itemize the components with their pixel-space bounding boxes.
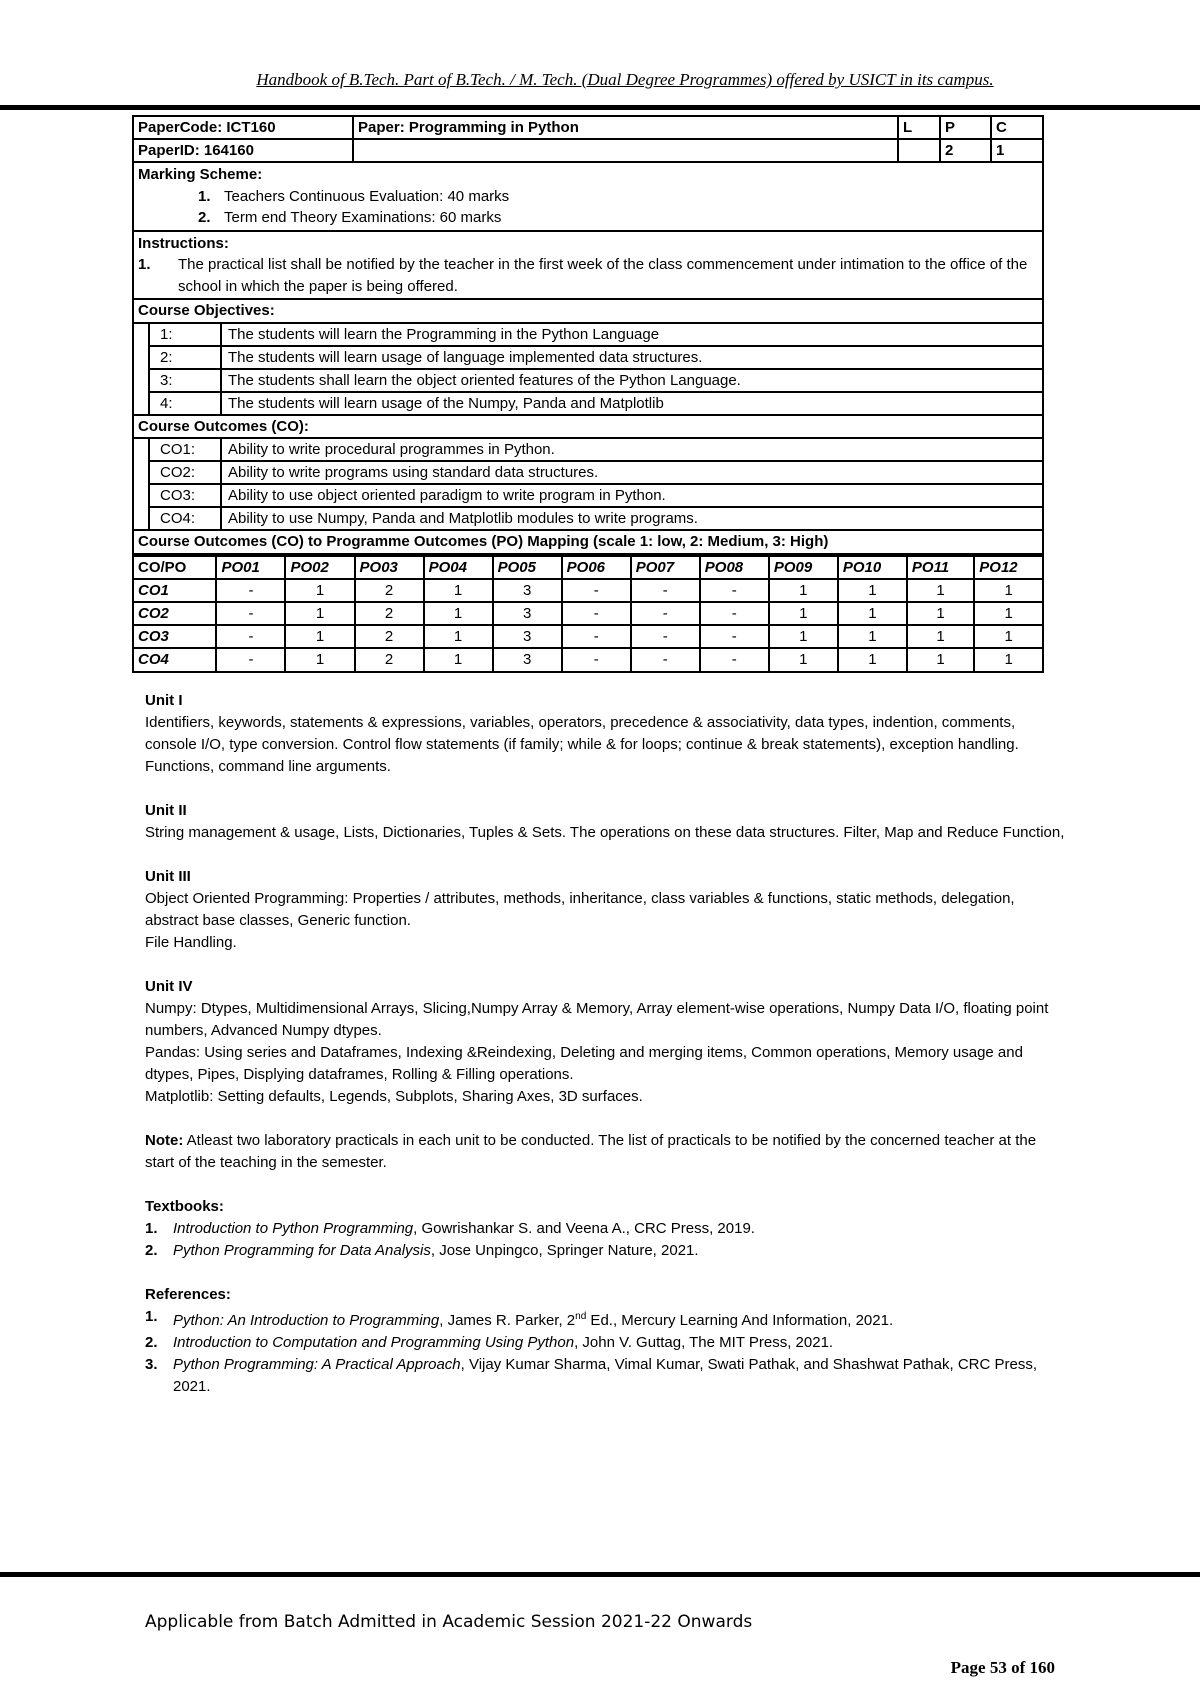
outcomes-title: Course Outcomes (CO):: [138, 417, 309, 435]
unit-2-text: String management & usage, Lists, Dictionaries, Tuples & Sets. The operations on these data structures. Filter, Map and Reduce Function,: [145, 824, 1065, 841]
instruction-item: 1. The practical list shall be notified by the teacher in the first week of the class commencement under intimation to the office of the school in which the paper is being offered.: [138, 256, 1028, 295]
val-c: 1: [996, 142, 1005, 159]
outcome-row: CO1: Ability to write procedural programmes in Python.: [150, 439, 1042, 462]
mapping-title-row: [134, 531, 1042, 555]
instructions-title: Instructions:: [138, 234, 229, 252]
objectives-table: [134, 324, 1042, 416]
outcome-row: CO4: Ability to use Numpy, Panda and Matplotlib modules to write programs.: [150, 508, 1042, 529]
objective-row: 1: The students will learn the Programming in the Python Language: [150, 324, 1042, 347]
po-row: CO4 - 1 2 1 3 - - - 1 1 1 1: [134, 648, 1042, 671]
unit-1-text: Identifiers, keywords, statements & expressions, variables, operators, precedence & associativity, data types, indention, comments, console I/O, type conversion. Control flow statements (if family; while & for loops; continue & break statements), exception handling. Functions, command line arguments.: [145, 714, 1019, 775]
val-l: [899, 140, 941, 161]
paper-id-row: [134, 140, 1042, 163]
unit-1-title: Unit I: [145, 692, 183, 709]
textbook-item: 1. Introduction to Python Programming, Gowrishankar S. and Veena A., CRC Press, 2019.: [145, 1220, 755, 1237]
paper-code-row: [134, 117, 1042, 140]
outcomes-title-row: [134, 416, 1042, 440]
paper-id: PaperID: 164160: [134, 140, 354, 161]
unit-3-title: Unit III: [145, 868, 191, 885]
textbook-item: 2. Python Programming for Data Analysis, Jose Unpingco, Springer Nature, 2021.: [145, 1242, 699, 1259]
textbooks-title: Textbooks:: [145, 1198, 224, 1215]
val-p: 2: [941, 140, 992, 161]
paper-name: Paper: Programming in Python: [354, 117, 899, 138]
po-header-row: CO/PO PO01 PO02 PO03 PO04 PO05 PO06 PO07 PO08 PO09 PO10 PO11 PO12: [134, 556, 1042, 579]
footer-rule: [0, 1572, 1200, 1577]
syllabus-body: [145, 690, 1065, 1398]
po-row: CO3 - 1 2 1 3 - - - 1 1 1 1: [134, 625, 1042, 648]
paper-info-box: [132, 115, 1044, 673]
applicable-note: Applicable from Batch Admitted in Academic Session 2021-22 Onwards: [145, 1612, 753, 1632]
marking-title: Marking Scheme:: [138, 166, 263, 183]
note: Note: Atleast two laboratory practicals in each unit to be conducted. The list of practicals to be notified by the concerned teacher at the start of the teaching in the semester.: [145, 1132, 1037, 1171]
unit-4-matplotlib: Matplotlib: Setting defaults, Legends, Subplots, Sharing Axes, 3D surfaces.: [145, 1088, 643, 1105]
outcome-row: CO3: Ability to use object oriented paradigm to write program in Python.: [150, 485, 1042, 508]
objective-row: 4: The students will learn usage of the Numpy, Panda and Matplotlib: [150, 393, 1042, 414]
unit-4-pandas: Pandas: Using series and Dataframes, Indexing &Reindexing, Deleting and merging items, Common operations, Memory usage and dtypes, Pipes, Displying dataframes, Rolling & Filling operations.: [145, 1044, 1023, 1083]
paper-id-blank: [354, 140, 899, 161]
po-row: CO1 - 1 2 1 3 - - - 1 1 1 1: [134, 579, 1042, 602]
reference-item: 1. Python: An Introduction to Programming, James R. Parker, 2nd Ed., Mercury Learning And Information, 2021.: [145, 1308, 894, 1329]
page-number: Page 53 of 160: [950, 1658, 1055, 1677]
unit-4-title: Unit IV: [145, 978, 193, 995]
unit-2-title: Unit II: [145, 802, 187, 819]
outcome-row: CO2: Ability to write programs using standard data structures.: [150, 462, 1042, 485]
reference-item: 3. Python Programming: A Practical Approach, Vijay Kumar Sharma, Vimal Kumar, Swati Pathak, and Shashwat Pathak, CRC Press, 2021.: [145, 1356, 1038, 1395]
objective-row: 2: The students will learn usage of language implemented data structures.: [150, 347, 1042, 370]
references-title: References:: [145, 1286, 231, 1303]
unit-3-text-file: File Handling.: [145, 934, 237, 951]
mapping-title: Course Outcomes (CO) to Programme Outcomes (PO) Mapping (scale 1: low, 2: Medium, 3: High): [138, 533, 829, 550]
marking-item: 1. Teachers Continuous Evaluation: 40 marks: [198, 187, 510, 205]
po-mapping-table: [134, 555, 1042, 671]
instructions: [134, 232, 1042, 301]
header-rule: [0, 105, 1200, 110]
paper-code: PaperCode: ICT160: [134, 117, 354, 138]
objectives-title-row: [134, 300, 1042, 324]
objectives-title: Course Objectives:: [138, 302, 275, 319]
po-row: CO2 - 1 2 1 3 - - - 1 1 1 1: [134, 602, 1042, 625]
outcomes-table: [134, 439, 1042, 531]
marking-scheme: [134, 163, 1042, 232]
reference-item: 2. Introduction to Computation and Programming Using Python, John V. Guttag, The MIT Press, 2021.: [145, 1334, 834, 1351]
handbook-title: Handbook of B.Tech. Part of B.Tech. / M. Tech. (Dual Degree Programmes) offered by USICT in its campus.: [256, 70, 994, 89]
objective-row: 3: The students shall learn the object oriented features of the Python Language.: [150, 370, 1042, 393]
col-l: L: [899, 117, 941, 138]
unit-3-text: Object Oriented Programming: Properties / attributes, methods, inheritance, class variables & functions, static methods, delegation, abstract base classes, Generic function.: [145, 890, 1015, 929]
col-c: C: [996, 119, 1007, 136]
col-p: P: [941, 117, 992, 138]
marking-item: 2. Term end Theory Examinations: 60 marks: [198, 209, 502, 226]
unit-4-numpy: Numpy: Dtypes, Multidimensional Arrays, Slicing,Numpy Array & Memory, Array element-wise operations, Numpy Data I/O, floating point numbers, Advanced Numpy dtypes.: [145, 1000, 1049, 1039]
